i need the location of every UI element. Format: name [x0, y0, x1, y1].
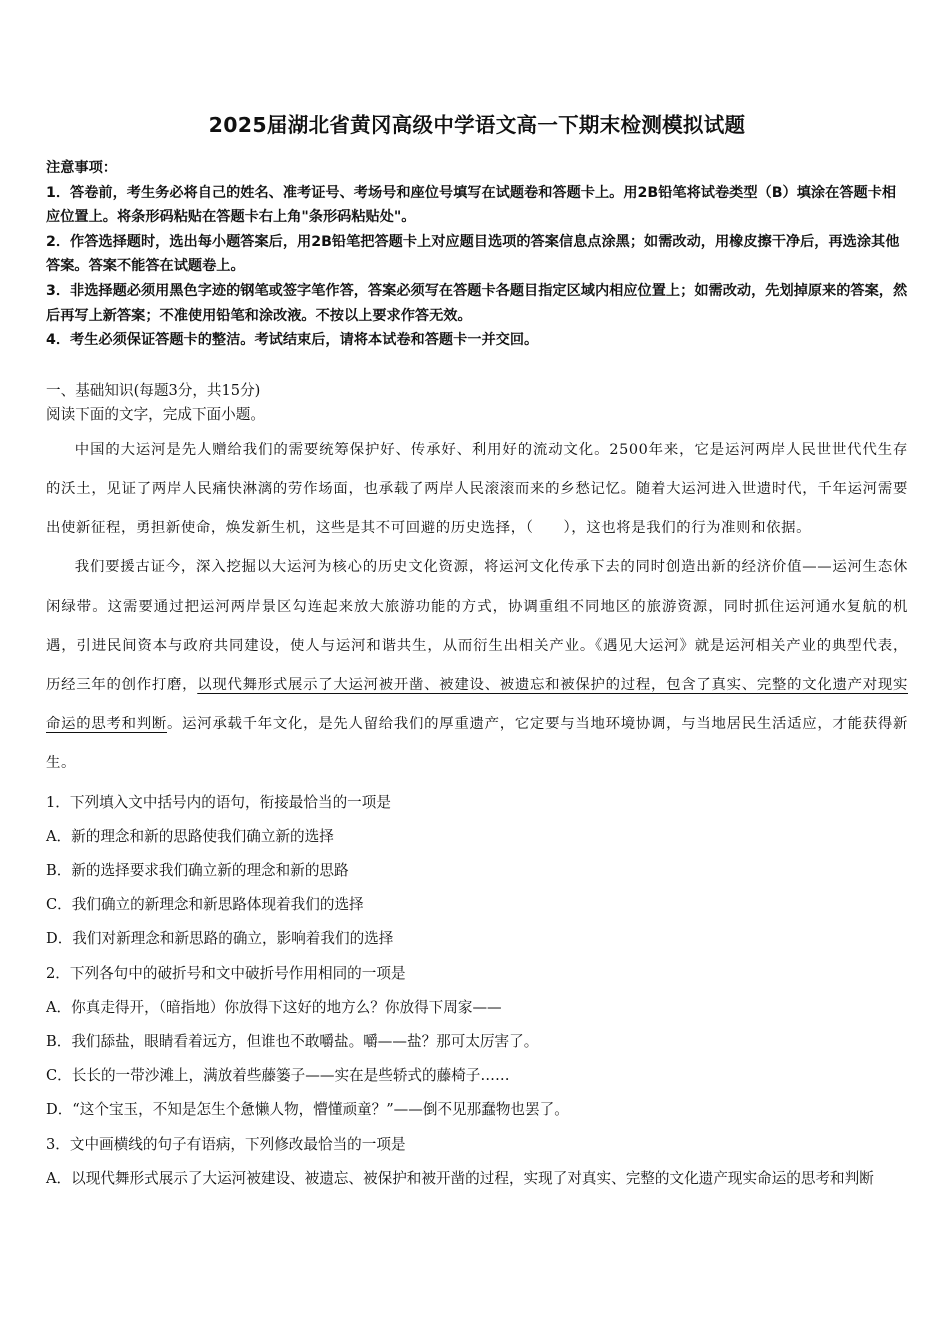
notice-heading: 注意事项：	[46, 160, 117, 176]
section-instruction: 阅读下面的文字，完成下面小题。	[46, 405, 265, 423]
notice-item-3: 3．非选择题必须用黑色字迹的钢笔或签字笔作答，答案必须写在答题卡各题目指定区域内相应位置上；如需改动，先划掉原来的答案，然后再写上新答案；不准使用铅笔和涂改液。不按以上要求作答无效。	[46, 282, 908, 324]
question-1-option-d: D．我们对新理念和新思路的确立，影响着我们的选择	[46, 930, 394, 948]
notice-item-4: 4．考生必须保证答题卡的整洁。考试结束后，请将本试卷和答题卡一并交回。	[46, 332, 539, 349]
passage-2-start: 我们要援古证今，深入挖掘以大运河为核心的历史文化资源，将运河文化传承下去的同时创造出新的经济价值——运河生态休闲绿带。这需要通过把运河两岸景区勾连起来放大旅游功能的方式，协调重组不同地区的旅游资源，同时抓住运河通水复航的机遇，引进民间资本与政府共同建设，使人与运河和谐共生，从而衍生出相关产业。《遇见大运河》就是运河相关产业的典型代表，历经三年的创作打磨，	[46, 559, 908, 693]
section-basic-knowledge	[46, 379, 908, 784]
passage-2-end: 。运河承载千年文化，是先人留给我们的厚重遗产，它定要与当地环境协调，与当地居民生活适应，才能获得新生。	[46, 716, 908, 772]
question-2-option-a: A．你真走得开，（暗指地）你放得下这好的地方么？你放得下周家——	[46, 998, 502, 1016]
section-title: 一、基础知识(每题3分，共15分)	[46, 381, 261, 399]
question-2-option-b: B．我们舔盐，眼睛看着远方，但谁也不敢嚼盐。嚼——盐？那可太厉害了。	[46, 1033, 539, 1050]
question-2-option-d: D．“这个宝玉，不知是怎生个惫懒人物，懵懂顽童？”——倒不见那蠢物也罢了。	[46, 1101, 569, 1119]
question-3-option-a: A．以现代舞形式展示了大运河被建设、被遗忘、被保护和被开凿的过程，实现了对真实、完整的文化遗产现实命运的思考和判断	[46, 1169, 874, 1187]
notice-item-1: 1．答卷前，考生务必将自己的姓名、准考证号、考场号和座位号填写在试题卷和答题卡上。用2B铅笔将试卷类型（B）填涂在答题卡相应位置上。将条形码粘贴在答题卡右上角"条形码粘贴处"。	[46, 184, 897, 226]
underlined-sentence: 以现代舞形式展示了大运河被开凿、被建设、被遗忘和被保护的过程，包含了真实、完整的文化遗产对现实命运的思考和判断	[46, 676, 908, 733]
question-1-stem: 1．下列填入文中括号内的语句，衔接最恰当的一项是	[46, 793, 391, 811]
passage-paragraph-1: 中国的大运河是先人赠给我们的需要统筹保护好、传承好、利用好的流动文化。2500年来，它是运河两岸人民世世代代生存的沃土，见证了两岸人民痛快淋漓的劳作场面，也承载了两岸人民滚滚而来的乡愁记忆。随着大运河进入世遗时代，千年运河需要出使新征程，勇担新使命，焕发新生机，这些是其不可回避的历史选择，（ ），这也将是我们的行为准则和依据。	[46, 441, 908, 537]
document-title: 2025届湖北省黄冈高级中学语文高一下期末检测模拟试题	[208, 113, 746, 137]
question-2-stem: 2．下列各句中的破折号和文中破折号作用相同的一项是	[46, 964, 406, 982]
notice-block	[46, 156, 908, 353]
question-2-option-c: C．长长的一带沙滩上，满放着些藤篓子——实在是些轿式的藤椅子……	[46, 1067, 510, 1085]
question-1-option-c: C．我们确立的新理念和新思路体现着我们的选择	[46, 896, 364, 914]
question-3-stem: 3．文中画横线的句子有语病，下列修改最恰当的一项是	[46, 1135, 406, 1153]
passage-paragraph-2	[46, 548, 908, 783]
question-1-option-a: A．新的理念和新的思路使我们确立新的选择	[46, 827, 334, 845]
question-1-option-b: B．新的选择要求我们确立新的理念和新的思路	[46, 861, 349, 879]
notice-item-2: 2．作答选择题时，选出每小题答案后，用2B铅笔把答题卡上对应题目选项的答案信息点涂黑；如需改动，用橡皮擦干净后，再选涂其他答案。答案不能答在试题卷上。	[46, 233, 900, 275]
questions-block	[46, 786, 908, 1196]
document-page	[46, 110, 908, 1196]
